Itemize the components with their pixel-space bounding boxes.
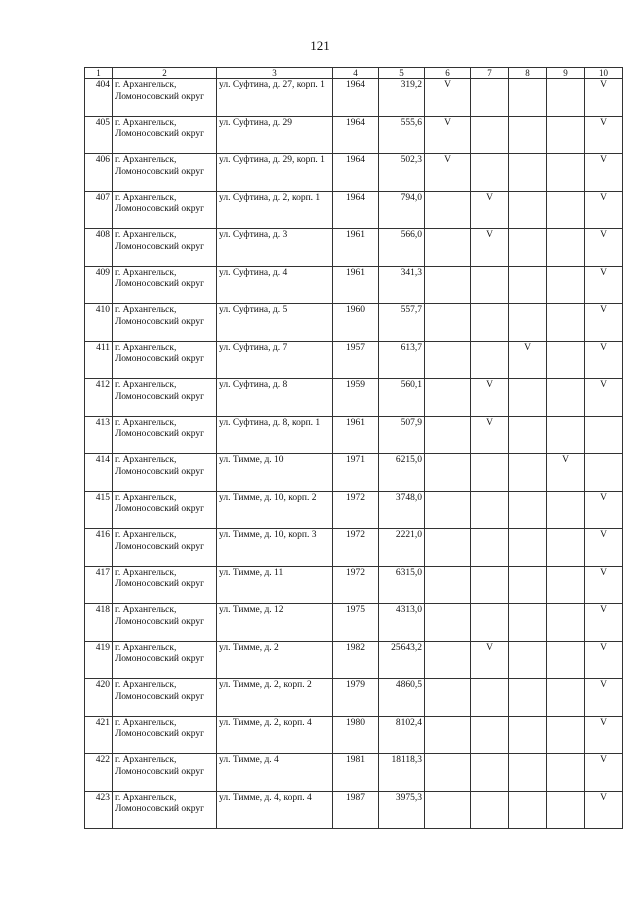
mark-cell-col9: V (547, 454, 585, 492)
mark-cell-col6 (425, 604, 471, 642)
mark-cell-col10: V (585, 529, 623, 567)
row-number-cell: 413 (85, 416, 113, 454)
mark-cell-col10: V (585, 154, 623, 192)
mark-cell-col7 (471, 566, 509, 604)
mark-cell-col9 (547, 79, 585, 117)
address-cell: ул. Тимме, д. 10, корп. 3 (217, 529, 333, 567)
mark-cell-col6 (425, 716, 471, 754)
area-cell: 6315,0 (379, 566, 425, 604)
address-cell: ул. Суфтина, д. 2, корп. 1 (217, 191, 333, 229)
mark-cell-col9 (547, 416, 585, 454)
address-cell: ул. Тимме, д. 11 (217, 566, 333, 604)
table-row (85, 641, 623, 679)
table-row (85, 154, 623, 192)
mark-cell-col8 (509, 754, 547, 792)
address-cell: ул. Тимме, д. 2, корп. 4 (217, 716, 333, 754)
column-header: 2 (113, 68, 217, 79)
table-body (85, 68, 623, 829)
mark-cell-col9 (547, 191, 585, 229)
area-cell: 4313,0 (379, 604, 425, 642)
mark-cell-col9 (547, 154, 585, 192)
row-number-cell: 419 (85, 641, 113, 679)
mark-cell-col6 (425, 679, 471, 717)
mark-cell-col9 (547, 229, 585, 267)
mark-cell-col8 (509, 454, 547, 492)
mark-cell-col10: V (585, 641, 623, 679)
area-cell: 6215,0 (379, 454, 425, 492)
address-cell: ул. Суфтина, д. 5 (217, 304, 333, 342)
mark-cell-col6: V (425, 154, 471, 192)
column-number-row (85, 68, 623, 79)
table-row (85, 304, 623, 342)
mark-cell-col7: V (471, 416, 509, 454)
mark-cell-col8 (509, 529, 547, 567)
mark-cell-col9 (547, 491, 585, 529)
city-district-cell: г. Архангельск, Ломоносовский округ (113, 454, 217, 492)
table-row (85, 491, 623, 529)
address-cell: ул. Суфтина, д. 3 (217, 229, 333, 267)
mark-cell-col6 (425, 641, 471, 679)
row-number-cell: 416 (85, 529, 113, 567)
address-cell: ул. Тимме, д. 10 (217, 454, 333, 492)
table-row (85, 79, 623, 117)
area-cell: 8102,4 (379, 716, 425, 754)
area-cell: 319,2 (379, 79, 425, 117)
mark-cell-col8 (509, 416, 547, 454)
area-cell: 507,9 (379, 416, 425, 454)
table-row (85, 416, 623, 454)
mark-cell-col10: V (585, 304, 623, 342)
column-header: 5 (379, 68, 425, 79)
column-header: 8 (509, 68, 547, 79)
mark-cell-col8 (509, 154, 547, 192)
row-number-cell: 409 (85, 266, 113, 304)
area-cell: 613,7 (379, 341, 425, 379)
city-district-cell: г. Архангельск, Ломоносовский округ (113, 379, 217, 417)
mark-cell-col6 (425, 491, 471, 529)
column-header: 3 (217, 68, 333, 79)
area-cell: 560,1 (379, 379, 425, 417)
mark-cell-col9 (547, 791, 585, 829)
address-cell: ул. Тимме, д. 10, корп. 2 (217, 491, 333, 529)
address-cell: ул. Суфтина, д. 29, корп. 1 (217, 154, 333, 192)
table-row (85, 604, 623, 642)
row-number-cell: 404 (85, 79, 113, 117)
year-cell: 1964 (333, 154, 379, 192)
row-number-cell: 421 (85, 716, 113, 754)
table-row (85, 266, 623, 304)
mark-cell-col7 (471, 341, 509, 379)
year-cell: 1964 (333, 79, 379, 117)
mark-cell-col8 (509, 191, 547, 229)
row-number-cell: 420 (85, 679, 113, 717)
mark-cell-col7 (471, 529, 509, 567)
mark-cell-col9 (547, 304, 585, 342)
area-cell: 341,3 (379, 266, 425, 304)
address-cell: ул. Суфтина, д. 8, корп. 1 (217, 416, 333, 454)
mark-cell-col10: V (585, 604, 623, 642)
mark-cell-col7 (471, 791, 509, 829)
city-district-cell: г. Архангельск, Ломоносовский округ (113, 416, 217, 454)
year-cell: 1971 (333, 454, 379, 492)
mark-cell-col8 (509, 566, 547, 604)
mark-cell-col10: V (585, 229, 623, 267)
city-district-cell: г. Архангельск, Ломоносовский округ (113, 191, 217, 229)
year-cell: 1961 (333, 266, 379, 304)
mark-cell-col10: V (585, 566, 623, 604)
mark-cell-col8 (509, 379, 547, 417)
area-cell: 3748,0 (379, 491, 425, 529)
year-cell: 1964 (333, 191, 379, 229)
city-district-cell: г. Архангельск, Ломоносовский округ (113, 679, 217, 717)
city-district-cell: г. Архангельск, Ломоносовский округ (113, 229, 217, 267)
area-cell: 502,3 (379, 154, 425, 192)
mark-cell-col9 (547, 379, 585, 417)
row-number-cell: 417 (85, 566, 113, 604)
city-district-cell: г. Архангельск, Ломоносовский округ (113, 116, 217, 154)
year-cell: 1961 (333, 416, 379, 454)
table-row (85, 716, 623, 754)
row-number-cell: 414 (85, 454, 113, 492)
row-number-cell: 418 (85, 604, 113, 642)
mark-cell-col9 (547, 754, 585, 792)
row-number-cell: 405 (85, 116, 113, 154)
year-cell: 1972 (333, 491, 379, 529)
mark-cell-col7 (471, 154, 509, 192)
mark-cell-col8 (509, 716, 547, 754)
area-cell: 557,7 (379, 304, 425, 342)
column-header: 4 (333, 68, 379, 79)
mark-cell-col10: V (585, 379, 623, 417)
mark-cell-col7: V (471, 229, 509, 267)
city-district-cell: г. Архангельск, Ломоносовский округ (113, 341, 217, 379)
table-row (85, 191, 623, 229)
mark-cell-col10: V (585, 716, 623, 754)
area-cell: 794,0 (379, 191, 425, 229)
row-number-cell: 415 (85, 491, 113, 529)
table-row (85, 116, 623, 154)
mark-cell-col6: V (425, 116, 471, 154)
mark-cell-col8 (509, 604, 547, 642)
column-header: 9 (547, 68, 585, 79)
mark-cell-col10 (585, 454, 623, 492)
city-district-cell: г. Архангельск, Ломоносовский округ (113, 566, 217, 604)
mark-cell-col9 (547, 716, 585, 754)
mark-cell-col9 (547, 604, 585, 642)
mark-cell-col10: V (585, 754, 623, 792)
mark-cell-col10: V (585, 79, 623, 117)
mark-cell-col7 (471, 454, 509, 492)
area-cell: 25643,2 (379, 641, 425, 679)
mark-cell-col8 (509, 116, 547, 154)
year-cell: 1975 (333, 604, 379, 642)
mark-cell-col8: V (509, 341, 547, 379)
row-number-cell: 410 (85, 304, 113, 342)
mark-cell-col8 (509, 79, 547, 117)
city-district-cell: г. Архангельск, Ломоносовский округ (113, 79, 217, 117)
city-district-cell: г. Архангельск, Ломоносовский округ (113, 604, 217, 642)
mark-cell-col9 (547, 641, 585, 679)
mark-cell-col8 (509, 641, 547, 679)
year-cell: 1981 (333, 754, 379, 792)
mark-cell-col7: V (471, 191, 509, 229)
address-cell: ул. Суфтина, д. 29 (217, 116, 333, 154)
city-district-cell: г. Архангельск, Ломоносовский округ (113, 266, 217, 304)
mark-cell-col7 (471, 716, 509, 754)
row-number-cell: 406 (85, 154, 113, 192)
mark-cell-col7 (471, 304, 509, 342)
year-cell: 1980 (333, 716, 379, 754)
mark-cell-col6: V (425, 79, 471, 117)
mark-cell-col10: V (585, 341, 623, 379)
mark-cell-col9 (547, 529, 585, 567)
table-row (85, 791, 623, 829)
address-cell: ул. Суфтина, д. 27, корп. 1 (217, 79, 333, 117)
mark-cell-col7 (471, 491, 509, 529)
row-number-cell: 422 (85, 754, 113, 792)
city-district-cell: г. Архангельск, Ломоносовский округ (113, 716, 217, 754)
mark-cell-col7: V (471, 641, 509, 679)
city-district-cell: г. Архангельск, Ломоносовский округ (113, 754, 217, 792)
address-cell: ул. Тимме, д. 2, корп. 2 (217, 679, 333, 717)
mark-cell-col8 (509, 266, 547, 304)
table-row (85, 754, 623, 792)
year-cell: 1982 (333, 641, 379, 679)
mark-cell-col6 (425, 304, 471, 342)
year-cell: 1959 (333, 379, 379, 417)
mark-cell-col10 (585, 416, 623, 454)
table-row (85, 679, 623, 717)
year-cell: 1972 (333, 566, 379, 604)
table-row (85, 379, 623, 417)
address-cell: ул. Суфтина, д. 4 (217, 266, 333, 304)
mark-cell-col6 (425, 529, 471, 567)
city-district-cell: г. Архангельск, Ломоносовский округ (113, 641, 217, 679)
column-header: 1 (85, 68, 113, 79)
area-cell: 566,0 (379, 229, 425, 267)
area-cell: 18118,3 (379, 754, 425, 792)
area-cell: 3975,3 (379, 791, 425, 829)
area-cell: 555,6 (379, 116, 425, 154)
mark-cell-col8 (509, 491, 547, 529)
mark-cell-col9 (547, 679, 585, 717)
city-district-cell: г. Архангельск, Ломоносовский округ (113, 154, 217, 192)
mark-cell-col10: V (585, 116, 623, 154)
housing-registry-table (84, 67, 623, 829)
mark-cell-col7 (471, 604, 509, 642)
mark-cell-col6 (425, 266, 471, 304)
mark-cell-col10: V (585, 266, 623, 304)
mark-cell-col7 (471, 754, 509, 792)
address-cell: ул. Суфтина, д. 8 (217, 379, 333, 417)
column-header: 7 (471, 68, 509, 79)
area-cell: 2221,0 (379, 529, 425, 567)
mark-cell-col6 (425, 191, 471, 229)
mark-cell-col8 (509, 679, 547, 717)
table-row (85, 341, 623, 379)
city-district-cell: г. Архангельск, Ломоносовский округ (113, 791, 217, 829)
table-row (85, 229, 623, 267)
mark-cell-col6 (425, 791, 471, 829)
year-cell: 1960 (333, 304, 379, 342)
city-district-cell: г. Архангельск, Ломоносовский округ (113, 529, 217, 567)
table-row (85, 566, 623, 604)
year-cell: 1961 (333, 229, 379, 267)
mark-cell-col8 (509, 304, 547, 342)
mark-cell-col7: V (471, 379, 509, 417)
mark-cell-col8 (509, 791, 547, 829)
mark-cell-col8 (509, 229, 547, 267)
table-row (85, 529, 623, 567)
mark-cell-col9 (547, 566, 585, 604)
mark-cell-col10: V (585, 191, 623, 229)
mark-cell-col6 (425, 754, 471, 792)
row-number-cell: 423 (85, 791, 113, 829)
mark-cell-col7 (471, 79, 509, 117)
mark-cell-col10: V (585, 491, 623, 529)
address-cell: ул. Суфтина, д. 7 (217, 341, 333, 379)
year-cell: 1964 (333, 116, 379, 154)
address-cell: ул. Тимме, д. 12 (217, 604, 333, 642)
row-number-cell: 411 (85, 341, 113, 379)
table-row (85, 454, 623, 492)
year-cell: 1979 (333, 679, 379, 717)
city-district-cell: г. Архангельск, Ломоносовский округ (113, 491, 217, 529)
row-number-cell: 408 (85, 229, 113, 267)
mark-cell-col7 (471, 679, 509, 717)
city-district-cell: г. Архангельск, Ломоносовский округ (113, 304, 217, 342)
mark-cell-col6 (425, 341, 471, 379)
mark-cell-col7 (471, 116, 509, 154)
mark-cell-col9 (547, 266, 585, 304)
area-cell: 4860,5 (379, 679, 425, 717)
mark-cell-col6 (425, 379, 471, 417)
year-cell: 1957 (333, 341, 379, 379)
year-cell: 1987 (333, 791, 379, 829)
year-cell: 1972 (333, 529, 379, 567)
mark-cell-col10: V (585, 791, 623, 829)
mark-cell-col9 (547, 341, 585, 379)
address-cell: ул. Тимме, д. 4 (217, 754, 333, 792)
address-cell: ул. Тимме, д. 2 (217, 641, 333, 679)
mark-cell-col6 (425, 454, 471, 492)
mark-cell-col6 (425, 416, 471, 454)
mark-cell-col9 (547, 116, 585, 154)
mark-cell-col6 (425, 566, 471, 604)
page-number: 121 (310, 38, 330, 53)
row-number-cell: 407 (85, 191, 113, 229)
mark-cell-col6 (425, 229, 471, 267)
address-cell: ул. Тимме, д. 4, корп. 4 (217, 791, 333, 829)
column-header: 6 (425, 68, 471, 79)
row-number-cell: 412 (85, 379, 113, 417)
column-header: 10 (585, 68, 623, 79)
mark-cell-col10: V (585, 679, 623, 717)
mark-cell-col7 (471, 266, 509, 304)
